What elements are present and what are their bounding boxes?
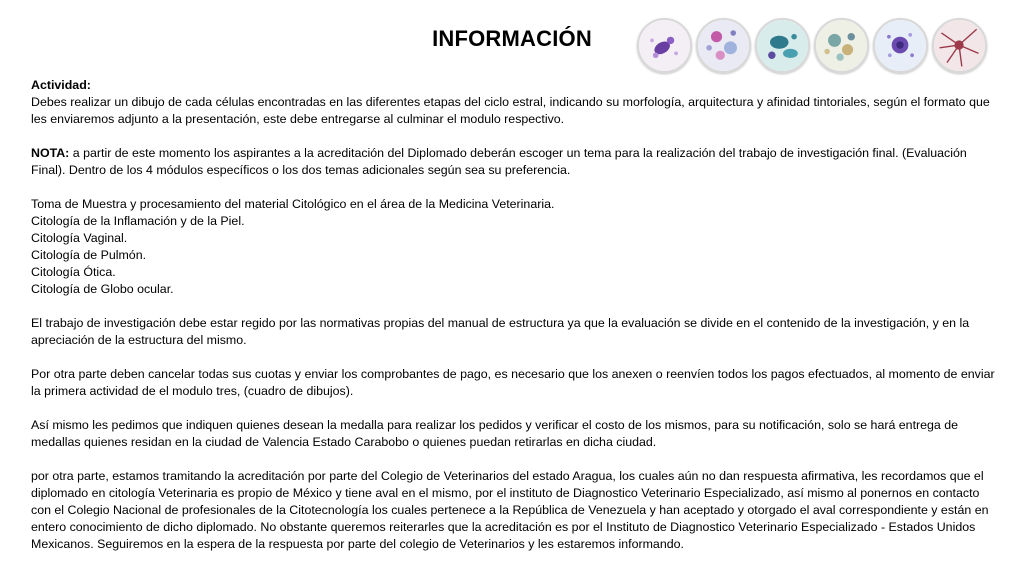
payments-paragraph: Por otra parte deben cancelar todas sus cuotas y enviar los comprobantes de pago, es necesario que los anexen o reenvíen todos los pagos efectuados, al momento de enviar la primera actividad de el modulo tres, (cuadro de dibujos).	[31, 367, 995, 398]
accreditation-paragraph: por otra parte, estamos tramitando la acreditación por parte del Colegio de Veterinarios del estado Aragua, los cuales aún no dan respuesta afirmativa, les recordamos que el diplomado en citología Veterinaria es propio de México y tiene aval en el mismo, por el instituto de Diagnostico Veterinario Especializado, así mismo al ponernos en contacto con el Colegio Nacional de profesionales de la Citotecnología los cuales pertenece a la República de Venezuela y han aceptado y otorgado el aval correspondiente y están en entero conocimiento de dicho diplomado. No obstante queremos reiterarles que la acreditación es por el Instituto de Diagnostico Veterinario Especializado - Estados Unidos Mexicanos. Seguiremos en la espera de la respuesta por parte del colegio de Veterinarios y les estaremos informando.	[31, 469, 989, 551]
list-item: Citología Vaginal.	[31, 231, 128, 245]
medal-paragraph: Así mismo les pedimos que indiquen quienes desean la medalla para realizar los pedidos y verificar el costo de los mismos, para su notificación, solo se hará entrega de medallas quienes residan en la ciudad de Valencia Estado Carabobo o quienes puedan retirarlas en dicha ciudad.	[31, 418, 959, 449]
research-paragraph: El trabajo de investigación debe estar regido por las normativas propias del manual de estructura ya que la evaluación se divide en el contenido de la investigación, y en la apreciación de la estructura del mismo.	[31, 316, 970, 347]
note-text: a partir de este momento los aspirantes a la acreditación del Diplomado deberán escoger un tema para la realización del trabajo de investigación final. (Evaluación Final). Dentro de los 4 módulos específicos o los dos temas adicionales según sea su preferencia.	[31, 146, 967, 177]
list-item: Toma de Muestra y procesamiento del material Citológico en el área de la Medicina Veterinaria.	[31, 197, 555, 211]
main-text	[31, 77, 996, 570]
activity-paragraph	[31, 77, 996, 128]
topics-list	[31, 196, 996, 298]
activity-label: Actividad:	[31, 78, 91, 92]
cytology-sample-3-icon	[755, 18, 810, 73]
cytology-sample-1-icon	[637, 18, 692, 73]
cytology-sample-4-icon	[814, 18, 869, 73]
page-title: INFORMACIÓN	[432, 26, 592, 51]
cytology-sample-6-icon	[932, 18, 987, 73]
list-item: Citología de la Inflamación y de la Piel.	[31, 214, 245, 228]
note-label: NOTA:	[31, 146, 70, 160]
activity-text: Debes realizar un dibujo de cada células encontradas en las diferentes etapas del ciclo estral, indicando su morfología, arquitectura y afinidad tintoriales, según el formato que les enviaremos adjunto a la presentación, este debe entregarse al culminar el modulo respectivo.	[31, 95, 990, 126]
list-item: Citología de Globo ocular.	[31, 282, 174, 296]
note-paragraph	[31, 145, 996, 179]
list-item: Citología de Pulmón.	[31, 248, 147, 262]
cytology-sample-2-icon	[696, 18, 751, 73]
cytology-sample-5-icon	[873, 18, 928, 73]
list-item: Citología Ótica.	[31, 265, 116, 279]
